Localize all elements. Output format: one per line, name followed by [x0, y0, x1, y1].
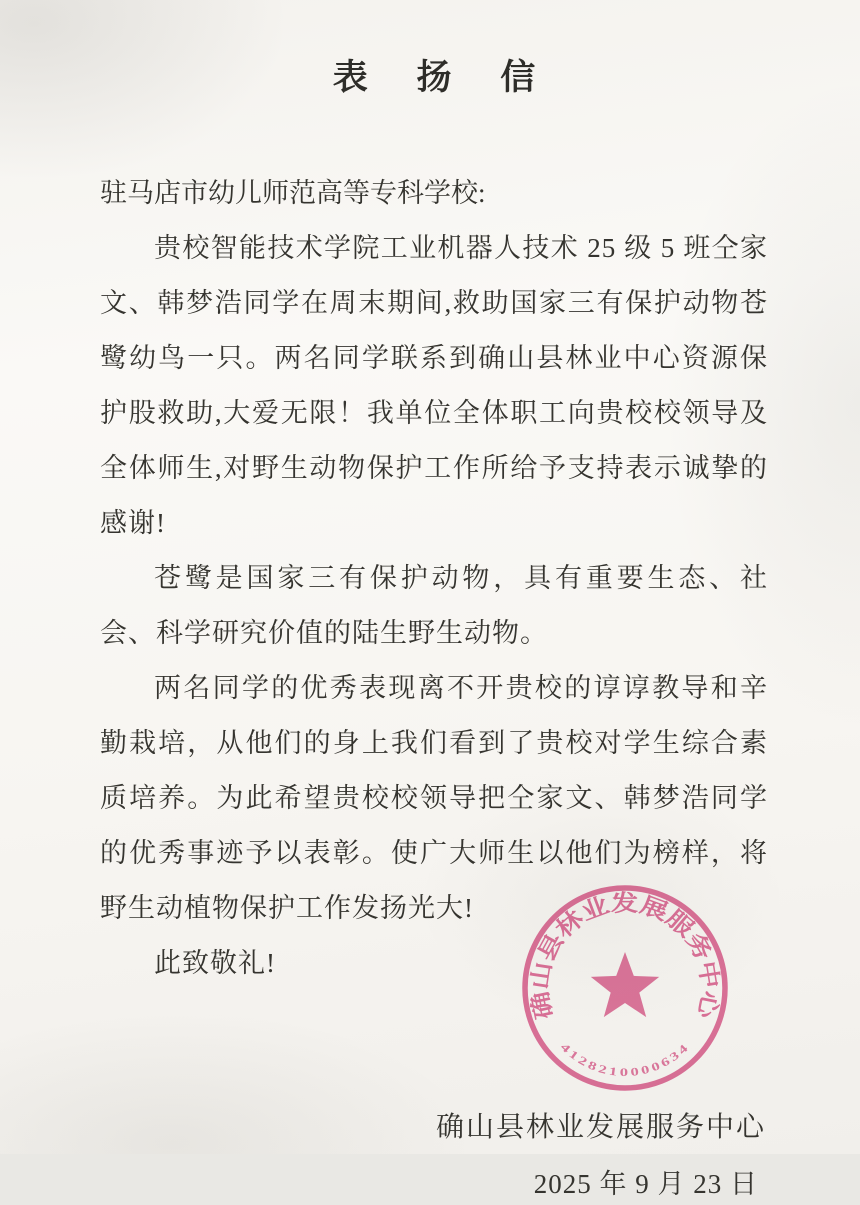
paragraph-2: 苍鹭是国家三有保护动物，具有重要生态、社会、科学研究价值的陆生野生动物。 — [100, 563, 768, 648]
letter-body — [100, 166, 768, 991]
signature-org-name: 确山县林业发展服务中心 — [435, 1112, 766, 1143]
signature-date: 2025 年 9 月 23 日 — [533, 1169, 758, 1199]
paragraph-3: 两名同学的优秀表现离不开贵校的谆谆教导和辛勤栽培，从他们的身上我们看到了贵校对学生综合素质培养。为此希望贵校校领导把仝家文、韩梦浩同学的优秀事迹予以表彰。使广大师生以他们为榜样，将野生动植物保护工作发扬光大! — [100, 673, 768, 923]
seal-ring-text: 确山县林业发展服务中心 — [527, 890, 723, 1022]
seal-serial-number: 4128210000634 — [557, 1041, 691, 1080]
signature-block — [100, 1107, 768, 1205]
letter-title: 表 扬 信 — [332, 58, 556, 97]
star-icon — [591, 952, 659, 1017]
closing-salute: 此致敬礼! — [154, 948, 276, 978]
salutation: 驻马店市幼儿师范高等专科学校: — [100, 178, 486, 208]
official-seal — [510, 873, 740, 1103]
paragraph-1: 贵校智能技术学院工业机器人技术 25 级 5 班仝家文、韩梦浩同学在周末期间,救助国家三有保护动物苍鹭幼鸟一只。两名同学联系到确山县林业中心资源保护股救助,大爱无限！我单位全体职工向贵校校领导及全体师生,对野生动物保护工作所给予支持表示诚挚的感谢! — [100, 233, 768, 538]
